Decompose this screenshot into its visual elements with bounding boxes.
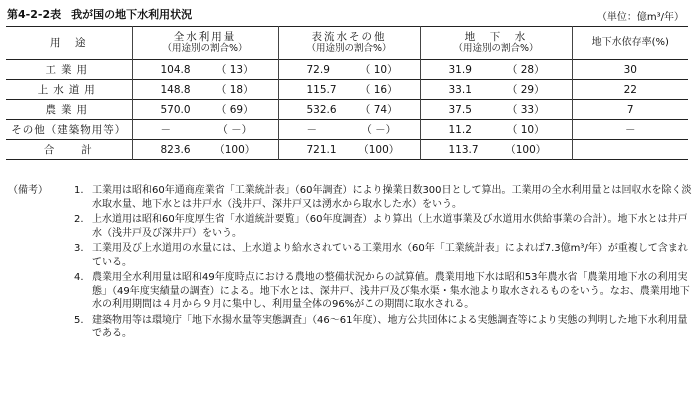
- surface-pct: （ 10）: [338, 60, 420, 80]
- total-value: －: [160, 124, 171, 136]
- header-surface: 表流水その他 （用途別の割合%）: [278, 27, 420, 60]
- total-pct: （ 18）: [192, 80, 278, 100]
- total-value: 148.8: [160, 83, 191, 96]
- surface-pct: （ －）: [338, 120, 420, 140]
- surface-value: －: [306, 124, 317, 136]
- row-label: その他（建築物用等）: [6, 120, 132, 140]
- note-item: [8, 242, 692, 269]
- table-number: 第4-2-2表: [7, 8, 62, 21]
- note-text: 工業用及び上水道用の水量には、上水道より給水されている工業用水（60年「工業統計表」によれば7.3億m³/年）が重複して含まれている。: [92, 243, 688, 268]
- table-row: [6, 60, 688, 80]
- surface-value: 115.7: [306, 83, 337, 96]
- table-row: [6, 120, 688, 140]
- ground-value: 11.2: [448, 123, 472, 136]
- note-number: 3.: [74, 243, 84, 254]
- total-row: [6, 140, 688, 160]
- ground-pct: （ 29）: [480, 80, 572, 100]
- ground-pct: （ 28）: [480, 60, 572, 80]
- note-number: 1.: [74, 185, 84, 196]
- surface-pct: （100）: [338, 140, 420, 160]
- table-row: [6, 100, 688, 120]
- header-total: 全水利用量 （用途別の割合%）: [132, 27, 278, 60]
- table-title-text: 我が国の地下水利用状況: [71, 8, 193, 21]
- note-item: [8, 184, 692, 211]
- note-text: 工業用は昭和60年通商産業省「工業統計表」（60年調査）により操業日数300日として算出。工業用の全水利用量とは回収水を除く淡水取水量、地下水とは井戸水（浅井戸、深井戸又は湧水から取水した水）をいう。: [92, 185, 692, 210]
- total-row-label: 合 計: [6, 140, 132, 160]
- total-pct: （ 13）: [192, 60, 278, 80]
- total-value: 570.0: [160, 103, 191, 116]
- note-number: 5.: [74, 314, 84, 326]
- row-label: 工業用: [6, 60, 132, 80]
- groundwater-table: [6, 26, 688, 160]
- ground-value: 33.1: [448, 83, 472, 96]
- dependence-value: －: [625, 124, 636, 136]
- total-pct: （ 69）: [192, 100, 278, 120]
- dependence-value: 30: [623, 63, 637, 76]
- surface-value: 72.9: [306, 63, 330, 76]
- note-item: [8, 314, 692, 341]
- note-item: [8, 271, 692, 312]
- ground-value: 113.7: [448, 143, 479, 156]
- notes-label: （備考）: [8, 185, 48, 196]
- note-text: 農業用全水利用量は昭和49年度時点における農地の整備状況からの試算値。農業用地下水は昭和53年農水省「農業用地下水の利用実態」（49年度実績量の調査）による。地下水とは、深井戸、浅井戸及び集水渠・集水池より取水されるものをいう。なお、農業用地下水の利用期間は４月から９月に集中し、利用量全体の96%がこの期間に取水される。: [92, 272, 690, 310]
- surface-pct: （ 16）: [338, 80, 420, 100]
- dependence-value: [572, 140, 688, 160]
- total-pct: （ －）: [192, 120, 278, 140]
- header-dependence: 地下水依存率(%): [591, 37, 669, 48]
- table-row: [6, 80, 688, 100]
- ground-pct: （ 10）: [480, 120, 572, 140]
- note-text: 建築物用等は環境庁「地下水揚水量等実態調査」（46～61年度）、地方公共団体による実態調査等により実態の判明した地下水利用量である。: [92, 314, 688, 339]
- header-groundwater: 地 下 水 （用途別の割合%）: [420, 27, 572, 60]
- table-title: [7, 6, 192, 22]
- total-value: 104.8: [160, 63, 191, 76]
- ground-pct: （ 33）: [480, 100, 572, 120]
- note-number: 2.: [74, 214, 84, 225]
- total-value: 823.6: [160, 143, 191, 156]
- surface-value: 532.6: [306, 103, 337, 116]
- total-pct: （100）: [192, 140, 278, 160]
- ground-value: 37.5: [448, 103, 472, 116]
- row-label: 農業用: [6, 100, 132, 120]
- ground-value: 31.9: [448, 63, 472, 76]
- row-label: 上水道用: [6, 80, 132, 100]
- dependence-value: 7: [626, 103, 634, 116]
- surface-pct: （ 74）: [338, 100, 420, 120]
- ground-pct: （100）: [480, 140, 572, 160]
- note-number: 4.: [74, 272, 84, 283]
- note-text: 上水道用は昭和60年度厚生省「水道統計要覧」（60年度調査）より算出（上水道事業及び水道用水供給事業の合計）。地下水とは井戸水（浅井戸及び深井戸）をいう。: [92, 214, 688, 239]
- surface-value: 721.1: [306, 143, 337, 156]
- notes-section: [8, 184, 692, 343]
- dependence-value: 22: [623, 83, 637, 96]
- unit-label: （単位：億m³/年）: [596, 12, 684, 23]
- header-use: 用 途: [6, 27, 132, 60]
- note-item: [8, 213, 692, 240]
